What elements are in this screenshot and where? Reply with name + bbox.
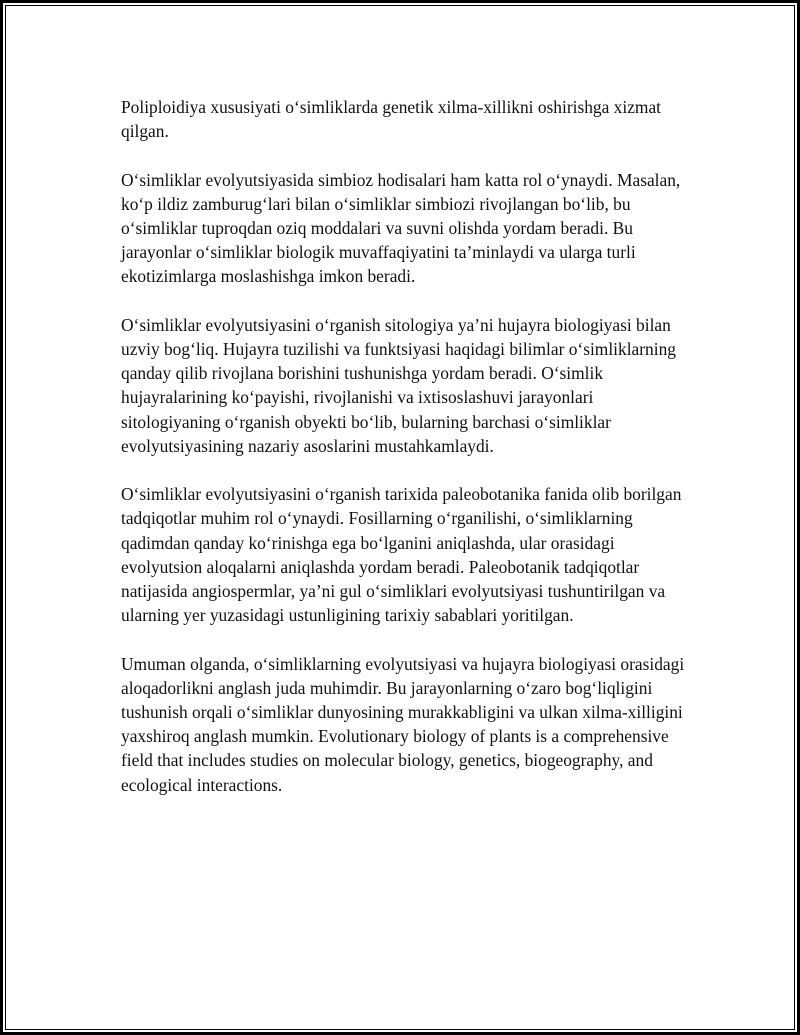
paragraph-1: Poliploidiya xususiyati o‘simliklarda genetik xilma-xillikni oshirishga xizmat qilgan. — [121, 97, 662, 142]
paragraph-5: Umuman olganda, o‘simliklarning evolyutsiyasi va hujayra biologiyasi orasidagi aloqadorlikni anglash juda muhimdir. Bu jarayonlarning o‘zaro bog‘liqligini tushunish orqali o‘simliklar dunyosining murakkabligini va ulkan xilma-xilligini yaxshiroq anglash mumkin. Evolutionary biology of plants is a comprehensive field that includes studies on molecular biology, genetics, biogeography, and ecological interactions. — [121, 653, 685, 795]
paragraph-2: O‘simliklar evolyutsiyasida simbioz hodisalari ham katta rol o‘ynaydi. Masalan, ko‘p ildiz zamburug‘lari bilan o‘simliklar simbiozi rivojlangan bo‘lib, bu o‘simliklar tuproqdan oziq moddalari va suvni olishda yordam beradi. Bu jarayonlar o‘simliklar biologik muvaffaqiyatini ta’minlaydi va ularga turli ekotizimlarga moslashishga imkon beradi. — [121, 169, 681, 287]
paragraph-4: O‘simliklar evolyutsiyasini o‘rganish tarixida paleobotanika fanida olib borilgan tadqiqotlar muhim rol o‘ynaydi. Fosillarning o‘rganilishi, o‘simliklarning qadimdan qanday ko‘rinishga ega bo‘lganini aniqlashda, ular orasidagi evolyutsion aloqalarni aniqlashda yordam beradi. Paleobotanik tadqiqotlar natijasida angiospermlar, ya’ni gul o‘simliklari evolyutsiyasi tushuntirilgan va ularning yer yuzasidagi ustunligining tarixiy sabablari yoritilgan. — [121, 484, 682, 626]
paragraph-3: O‘simliklar evolyutsiyasini o‘rganish sitologiya ya’ni hujayra biologiyasi bilan uzviy bog‘liq. Hujayra tuzilishi va funktsiyasi haqidagi bilimlar o‘simliklarning qanday qilib rivojlana borishini tushunishga yordam beradi. O‘simlik hujayralarining ko‘payishi, rivojlanishi va ixtisoslashuvi jarayonlari sitologiyaning o‘rganish obyekti bo‘lib, bularning barchasi o‘simliklar evolyutsiyasining nazariy asoslarini mustahkamlaydi. — [121, 314, 676, 456]
document-body — [121, 95, 693, 821]
